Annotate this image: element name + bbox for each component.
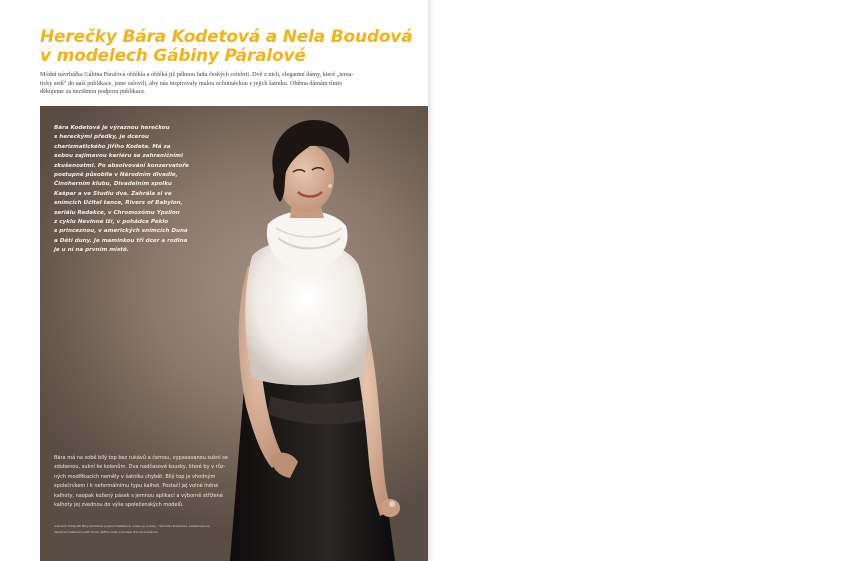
outfit-line: Bára má na sobě bílý top bez rukávů a černou, vypasovanou sukni se [54,455,228,461]
article-lead [40,71,412,97]
magazine-page-left [0,0,430,561]
lead-line-3: děkujeme za nezištnou podporu publikace. [40,88,146,96]
outfit-line: zdobenou, sukní ke kolenům. Dva nadčasové kousky, které by v růz- [54,464,226,471]
caption-line: Kašpar a ve Studiu dva. Zahrála si ve [54,190,172,197]
caption-line: snímcích Učitel tance, Rivers of Babylon, [54,200,183,207]
caption-line: Činoherním klubu, Divadelním spolku [54,181,172,188]
outfit-description [54,454,259,510]
title-line-2: v modelech Gábiny Páralové [40,46,306,66]
caption-line: s hereckými předky, je dcerou [54,134,149,141]
outfit-line: ných modifikacích neměly v šatníku chybět. Bílý top je vhodným [54,473,216,480]
caption-line: s princeznou, v amerických snímcích Duna [54,228,188,235]
caption-line: je u ní na prvním místě. [54,247,129,254]
caption-line: seriálu Redakce, v Chromozómu Ypsilon [54,209,180,216]
photo-credits [54,523,264,535]
credits-line: Autorkou fotografií Báry Kodetové je Jarka Halašková, make-up a vlasy – Veronika Kneidlová, poděkování za [54,524,210,528]
credits-line: zapůjčení materiálu patří Pröch Saffron baťa a modelu Hanně Kubešové. [54,530,159,534]
magazine-page-right-blank [434,0,867,561]
outfit-line: kalhoty jej zvednou do výše společenských modelů. [54,502,184,509]
title-line-1: Herečky Bára Kodetová a Nela Boudová [40,27,413,47]
caption-line: sebou zajímavou kariéru se zahraničními [54,153,183,160]
caption-line: charizmatického Jiřího Kodeta. Má za [54,143,171,150]
lead-line-2: ticky sedí" do naší publikace, jsme oslovili, aby nás inspirovaly malou ochutnávkou z jejich šatníku. Oběma dámám tímto [40,79,343,87]
right-hand [380,499,400,517]
caption-line: z cyklu Nevinné lži, v pohádce Peklo [54,219,169,226]
article-title [40,28,420,66]
outfit-line: kalhoty, naopak kožený pásek s jemnou aplikací a výborně střižené [54,492,223,499]
fashion-photo [40,106,430,561]
caption-line: postupně působila v Národním divadle, [54,172,178,179]
caption-line: a Děti duny. Je maminkou tří dcer a rodina [54,237,188,244]
lead-line-1: Módní návrhářka Gábina Páralová oblékla a obléká již pěknou řadu českých celebrit. Dvě z nich, elegantní dámy, které „tema- [40,71,354,78]
ring [389,501,395,507]
photo-caption [54,124,234,256]
caption-line: zkušenostmi. Po absolvování konzervatoře [54,162,189,169]
caption-line: Bára Kodetová je výraznou herečkou [54,125,170,131]
outfit-line: společníkem i k neformálnímu typu kalhot. Postačí jej volné lněné [54,483,219,490]
